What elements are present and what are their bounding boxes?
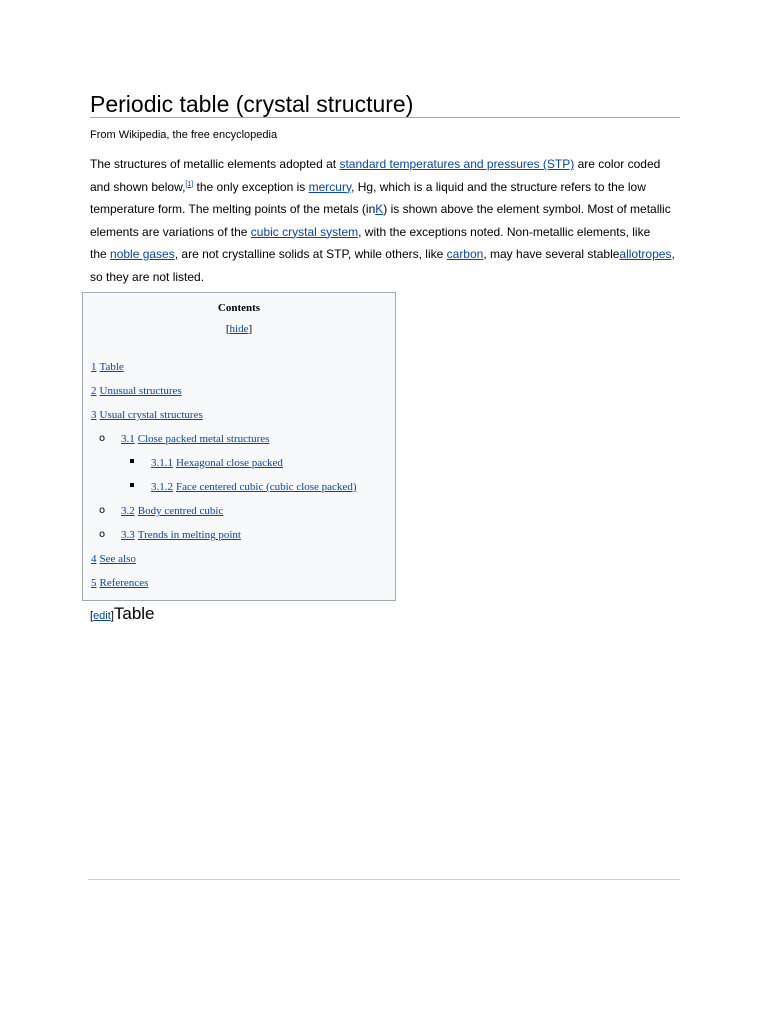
list-marker-square	[130, 483, 134, 487]
site-tagline: From Wikipedia, the free encyclopedia	[90, 129, 278, 141]
list-marker-circle: o	[99, 505, 106, 516]
intro-line-2	[90, 176, 682, 199]
intro-paragraph	[90, 153, 682, 288]
toc-label: Unusual structures	[99, 385, 182, 397]
toc-number: 2	[91, 385, 97, 397]
link-mercury[interactable]: mercury	[308, 179, 352, 194]
toc-label: Usual crystal structures	[99, 409, 203, 421]
toc-item-table[interactable]	[91, 360, 124, 374]
link-noble-gases[interactable]: noble gases	[110, 247, 175, 261]
intro-line-6: so they are not listed.	[90, 269, 205, 284]
toc-number: 3.1.2	[151, 481, 173, 493]
table-of-contents	[82, 292, 396, 601]
toc-item-hexagonal-close-packed[interactable]	[151, 456, 283, 470]
link-kelvin[interactable]: K	[375, 202, 384, 216]
intro-text: , with the exceptions noted. Non-metallic elements, like	[358, 224, 651, 239]
intro-line-5	[90, 243, 682, 266]
toc-label: Hexagonal close packed	[176, 457, 283, 469]
toc-item-references[interactable]	[91, 576, 148, 590]
toc-item-unusual-structures[interactable]	[91, 384, 182, 398]
toc-hide-toggle	[83, 322, 395, 336]
toc-item-trends-melting-point[interactable]	[121, 528, 241, 542]
page-title: Periodic table (crystal structure)	[90, 91, 414, 117]
toc-label: Face centered cubic (cubic close packed)	[176, 481, 357, 493]
link-cubic-crystal-system[interactable]: cubic crystal system	[250, 224, 359, 239]
intro-text: elements are variations of the	[90, 224, 251, 239]
toc-item-face-centered-cubic[interactable]	[151, 480, 356, 494]
intro-text: temperature form. The melting points of the metals (in	[90, 202, 376, 216]
toc-item-see-also[interactable]	[91, 552, 136, 566]
list-marker-circle: o	[99, 433, 106, 444]
link-allotropes[interactable]: allotropes	[619, 247, 672, 261]
intro-text: and shown below,	[90, 179, 186, 194]
toc-item-usual-crystal-structures[interactable]	[91, 408, 203, 422]
intro-text: ) is shown above the element symbol. Most of metallic	[383, 202, 671, 216]
title-divider	[90, 117, 680, 118]
toc-number: 3.1	[121, 433, 135, 445]
intro-text: ,	[671, 247, 675, 261]
intro-text: , Hg, which is a liquid and the structure refers to the low	[351, 179, 646, 194]
citation-1[interactable]: [1]	[185, 180, 194, 188]
edit-link[interactable]: edit	[93, 610, 111, 622]
toc-number: 3.2	[121, 505, 135, 517]
toc-label: Body centred cubic	[137, 505, 224, 517]
intro-text: , may have several stable	[483, 247, 620, 261]
intro-text: the	[90, 247, 111, 261]
toc-label: Close packed metal structures	[137, 433, 270, 445]
list-marker-circle: o	[99, 529, 106, 540]
bracket: ]	[110, 610, 114, 622]
toc-number: 3	[91, 409, 97, 421]
toc-label: Table	[99, 361, 124, 373]
toc-label: See also	[99, 553, 136, 565]
toc-number: 1	[91, 361, 97, 373]
bracket: ]	[248, 323, 253, 335]
link-stp[interactable]: standard temperatures and pressures (STP)	[339, 157, 575, 171]
intro-text: the only exception is	[193, 179, 309, 194]
list-marker-square	[130, 459, 134, 463]
bottom-divider	[88, 879, 680, 880]
bracket: [	[90, 610, 94, 622]
section-title: Table	[113, 604, 155, 623]
toc-label: Trends in melting point	[137, 529, 241, 541]
toc-item-body-centred-cubic[interactable]	[121, 504, 223, 518]
toc-number: 3.3	[121, 529, 135, 541]
toc-number: 3.1.1	[151, 457, 173, 469]
intro-line-1	[90, 153, 682, 176]
toc-number: 4	[91, 553, 97, 565]
intro-text: The structures of metallic elements adopted at	[90, 157, 340, 171]
link-carbon[interactable]: carbon	[446, 247, 484, 261]
intro-line-4	[90, 221, 682, 244]
toc-hide-link[interactable]: hide	[229, 323, 249, 335]
bracket: [	[225, 323, 230, 335]
intro-line-3	[90, 198, 682, 221]
toc-title: Contents	[217, 302, 261, 314]
toc-item-close-packed[interactable]	[121, 432, 269, 446]
toc-label: References	[99, 577, 149, 589]
section-heading-table	[90, 604, 155, 624]
toc-number: 5	[91, 577, 97, 589]
section-edit	[90, 610, 114, 622]
intro-text: are color coded	[574, 157, 661, 171]
intro-text: , are not crystalline solids at STP, while others, like	[174, 247, 447, 261]
